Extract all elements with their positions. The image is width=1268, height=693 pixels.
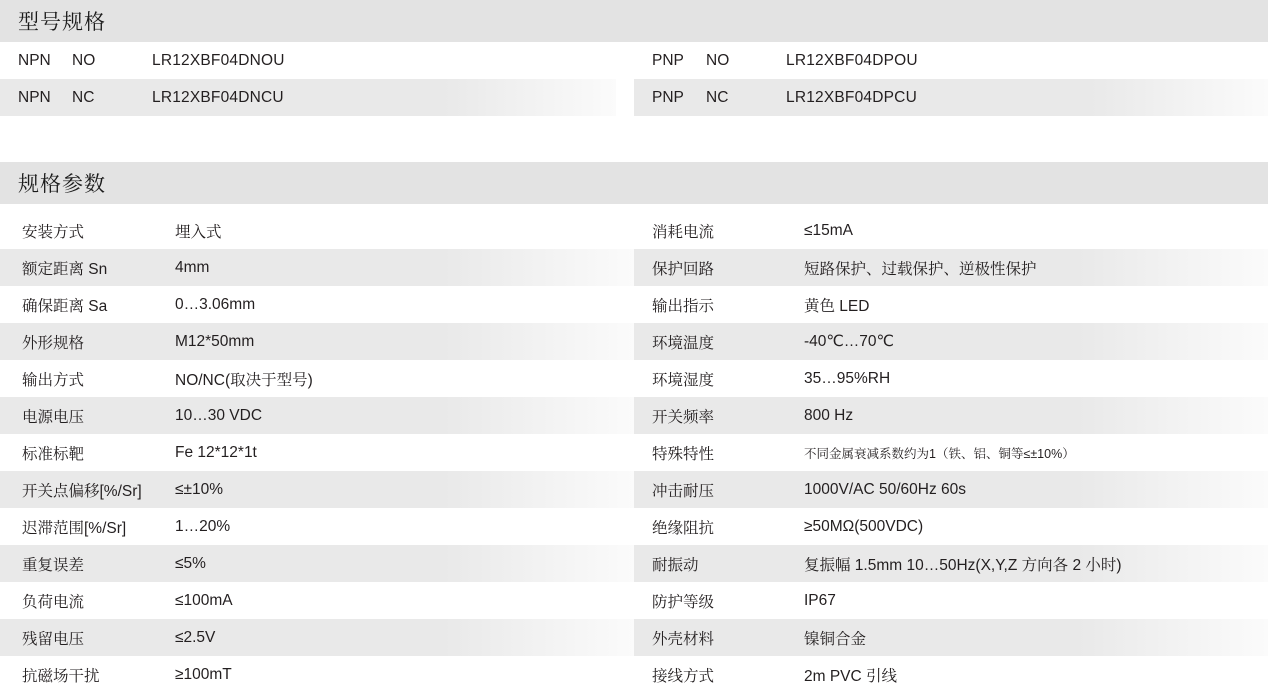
table-row	[634, 286, 1268, 323]
spec-table	[0, 212, 1268, 693]
model-code: LR12XBF04DPOU	[786, 51, 918, 69]
table-row	[0, 471, 634, 508]
section-header-spec	[0, 162, 1268, 204]
spec-value: ≤2.5V	[175, 628, 216, 646]
table-row	[0, 508, 634, 545]
spec-table-left-column	[0, 212, 634, 693]
spec-label: 耐振动	[652, 556, 699, 574]
spec-value: NO/NC(取决于型号)	[175, 371, 313, 389]
model-code: LR12XBF04DPCU	[786, 88, 917, 106]
model-mode: NC	[706, 88, 729, 106]
table-row	[634, 42, 1268, 79]
spec-value: ≤5%	[175, 554, 206, 572]
spec-value: 1…20%	[175, 517, 231, 535]
spec-label: 保护回路	[652, 260, 715, 278]
spec-value: M12*50mm	[175, 332, 255, 350]
spec-label: 外形规格	[22, 334, 85, 352]
spec-value: 2m PVC 引线	[804, 667, 898, 685]
table-row	[0, 286, 634, 323]
spec-spacer	[0, 204, 1268, 212]
table-row	[0, 249, 634, 286]
table-row	[634, 471, 1268, 508]
table-row	[0, 619, 634, 656]
model-table-left-column	[0, 42, 634, 116]
table-row	[634, 508, 1268, 545]
spec-label: 消耗电流	[652, 223, 715, 241]
table-row	[0, 323, 634, 360]
spec-value: Fe 12*12*1t	[175, 443, 257, 461]
spec-label: 冲击耐压	[652, 482, 715, 500]
spec-value: ≥50MΩ(500VDC)	[804, 517, 924, 535]
spec-value: 800 Hz	[804, 406, 854, 424]
spec-value: 黄色 LED	[804, 297, 870, 315]
table-row	[0, 434, 634, 471]
spec-value: IP67	[804, 591, 836, 609]
spec-value: 埋入式	[175, 223, 222, 241]
model-code: LR12XBF04DNCU	[152, 88, 284, 106]
spec-table-right-column	[634, 212, 1268, 693]
spec-label: 环境温度	[652, 334, 715, 352]
spec-label: 环境湿度	[652, 371, 715, 389]
model-table-right-column	[634, 42, 1268, 116]
table-row	[634, 79, 1268, 116]
table-row	[634, 582, 1268, 619]
model-type: PNP	[652, 51, 684, 69]
table-row	[0, 397, 634, 434]
spec-value: 镍铜合金	[804, 630, 867, 648]
spec-value: 不同金属衰减系数约为1（铁、铝、铜等≤±10%）	[804, 446, 1075, 461]
table-row	[634, 360, 1268, 397]
spec-value: 0…3.06mm	[175, 295, 256, 313]
spec-label: 开关频率	[652, 408, 715, 426]
spec-label: 标准标靶	[22, 445, 85, 463]
section-title-spec: 规格参数	[18, 173, 106, 196]
spec-label: 接线方式	[652, 667, 715, 685]
table-row	[634, 249, 1268, 286]
spec-value: 4mm	[175, 258, 210, 276]
table-row	[0, 582, 634, 619]
spec-value: 1000V/AC 50/60Hz 60s	[804, 480, 966, 498]
model-type: PNP	[652, 88, 684, 106]
spec-value: -40℃…70℃	[804, 333, 894, 350]
section-spacer	[0, 116, 1268, 162]
section-header-model	[0, 0, 1268, 42]
table-row	[634, 397, 1268, 434]
spec-label: 输出方式	[22, 371, 85, 389]
model-type: NPN	[18, 51, 51, 69]
spec-label: 安装方式	[22, 223, 85, 241]
table-row	[0, 656, 634, 693]
spec-value: ≥100mT	[175, 665, 232, 683]
spec-label: 外壳材料	[652, 630, 715, 648]
spec-value: 35…95%RH	[804, 369, 891, 387]
spec-value: 复振幅 1.5mm 10…50Hz(X,Y,Z 方向各 2 小时)	[804, 556, 1122, 574]
table-row	[634, 545, 1268, 582]
table-row	[0, 212, 634, 249]
spec-label: 残留电压	[22, 630, 85, 648]
spec-label: 负荷电流	[22, 593, 85, 611]
spec-label: 重复误差	[22, 556, 85, 574]
spec-value: 10…30 VDC	[175, 406, 263, 424]
model-mode: NC	[72, 88, 95, 106]
section-title-model: 型号规格	[18, 11, 106, 34]
spec-label: 额定距离 Sn	[22, 260, 108, 278]
table-row	[634, 619, 1268, 656]
table-row	[634, 323, 1268, 360]
table-row	[0, 79, 616, 116]
model-mode: NO	[72, 51, 96, 69]
spec-label: 迟滞范围[%/Sr]	[22, 519, 127, 537]
model-table	[0, 42, 1268, 116]
spec-label: 确保距离 Sa	[22, 297, 108, 315]
spec-label: 绝缘阻抗	[652, 519, 715, 537]
table-row	[0, 360, 634, 397]
table-row	[634, 434, 1268, 471]
spec-value: 短路保护、过载保护、逆极性保护	[804, 260, 1037, 278]
spec-label: 开关点偏移[%/Sr]	[22, 482, 142, 500]
spec-label: 防护等级	[652, 593, 715, 611]
model-code: LR12XBF04DNOU	[152, 51, 285, 69]
spec-value: ≤15mA	[804, 221, 853, 239]
spec-label: 电源电压	[22, 408, 85, 426]
table-row	[0, 42, 616, 79]
spec-label: 抗磁场干扰	[22, 667, 100, 685]
table-row	[634, 212, 1268, 249]
model-type: NPN	[18, 88, 51, 106]
spec-value: ≤±10%	[175, 480, 224, 498]
spec-label: 特殊特性	[652, 445, 715, 463]
table-row	[0, 545, 634, 582]
table-row	[634, 656, 1268, 693]
spec-value: ≤100mA	[175, 591, 233, 609]
model-mode: NO	[706, 51, 730, 69]
spec-label: 输出指示	[652, 297, 715, 315]
